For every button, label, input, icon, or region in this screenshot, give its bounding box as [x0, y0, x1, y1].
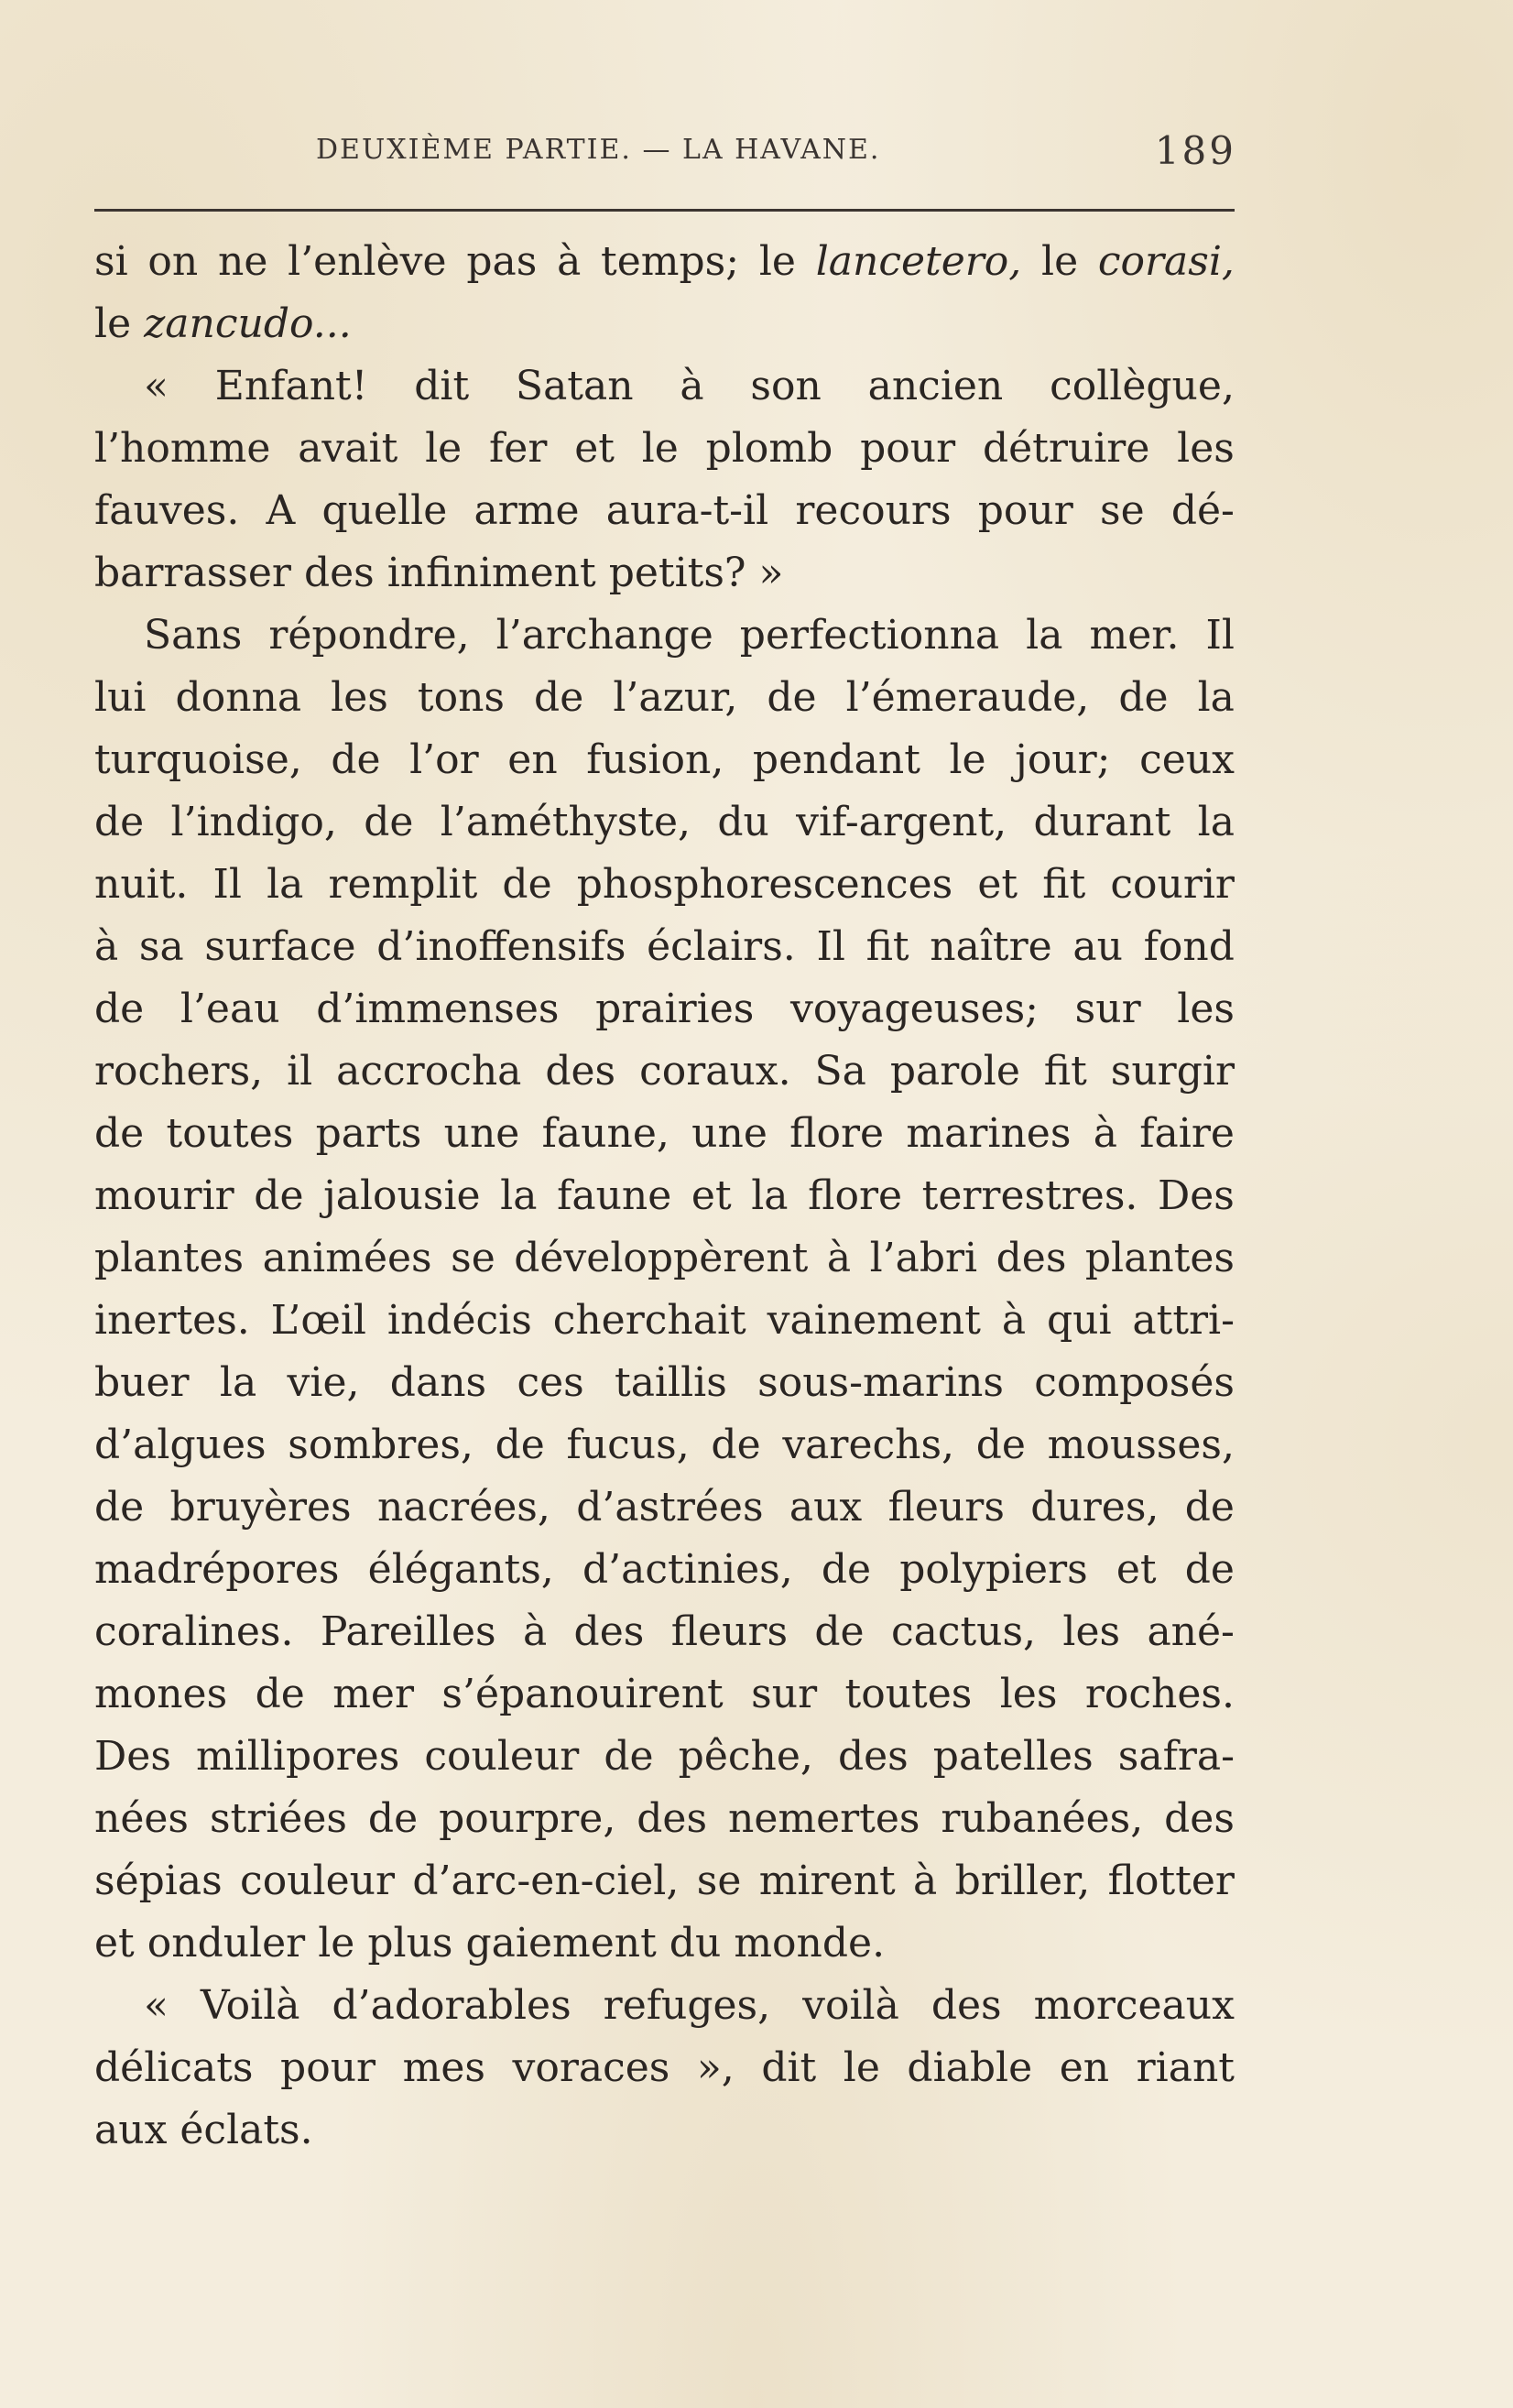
text-line: [94, 1726, 1235, 1788]
word: jalousie: [323, 1172, 481, 1219]
word: dé-: [1170, 487, 1235, 534]
text-line: [94, 1539, 1235, 1601]
word: cherchait: [552, 1297, 746, 1344]
text-line: [94, 231, 1235, 293]
text-line: [94, 1850, 1235, 1912]
word: des: [931, 1982, 1002, 2029]
word: surgir: [1110, 1048, 1235, 1095]
word: bruyères: [169, 1484, 352, 1531]
word: l’archange: [495, 612, 713, 659]
word: Il: [212, 861, 242, 908]
word: fleurs: [887, 1484, 1005, 1531]
word: de: [364, 799, 414, 845]
word: roches.: [1084, 1671, 1235, 1717]
word: de: [502, 861, 552, 908]
word: parts: [315, 1110, 422, 1157]
text-line: [94, 1788, 1235, 1850]
word: les: [331, 674, 388, 721]
text-line: [94, 542, 1235, 605]
text-line: [94, 1663, 1235, 1726]
word: naître: [930, 923, 1052, 970]
word: flotter: [1107, 1858, 1235, 1904]
word: Pareilles: [320, 1608, 496, 1655]
word: de: [767, 674, 817, 721]
word: indécis: [386, 1297, 532, 1344]
word: monde.: [734, 1920, 886, 1967]
word: voyageuses;: [790, 986, 1040, 1032]
word: Sans: [144, 612, 243, 659]
word: morceaux: [1033, 1982, 1235, 2029]
word: sous-marins: [757, 1359, 1004, 1406]
word: dit: [761, 2044, 817, 2091]
word: jour;: [1015, 736, 1111, 783]
word: mes: [402, 2044, 485, 2091]
word: nées: [94, 1795, 189, 1842]
word: pour: [977, 487, 1073, 534]
text-line: [94, 293, 1235, 355]
word: en: [1059, 2044, 1110, 2091]
word: infiniment: [386, 550, 596, 596]
word: Enfant!: [214, 363, 368, 409]
word: des: [996, 1235, 1067, 1281]
word: striées: [209, 1795, 347, 1842]
word: le: [758, 238, 796, 285]
word: sur: [1074, 986, 1141, 1032]
word: accrocha: [336, 1048, 522, 1095]
word: quelle: [321, 487, 448, 534]
word: fucus,: [566, 1422, 690, 1468]
word: Des: [94, 1733, 171, 1780]
word: de: [94, 799, 145, 845]
text-line: [94, 1912, 1235, 1975]
word: se: [696, 1858, 742, 1904]
word: »,: [696, 2044, 735, 2091]
word: arme: [473, 487, 580, 534]
text-line: [94, 1290, 1235, 1352]
text-line: [94, 480, 1235, 542]
word: qui: [1046, 1297, 1112, 1344]
word: plantes: [1084, 1235, 1235, 1281]
word: temps;: [601, 238, 740, 285]
word: prairies: [595, 986, 755, 1032]
word: de: [255, 1671, 305, 1717]
word: polypiers: [899, 1546, 1088, 1593]
word: sombres,: [288, 1422, 473, 1468]
word: à: [557, 238, 582, 285]
word: de: [94, 1110, 145, 1157]
word: gaiement: [465, 1920, 657, 1967]
word: briller,: [954, 1858, 1091, 1904]
word: onduler: [147, 1920, 306, 1967]
word: marines: [906, 1110, 1072, 1157]
word: et: [691, 1172, 732, 1219]
word: fit: [1043, 1048, 1087, 1095]
word: au: [1072, 923, 1123, 970]
word: tons: [417, 674, 505, 721]
word: l’émeraude,: [845, 674, 1090, 721]
word: des: [573, 1608, 645, 1655]
word: »: [758, 550, 784, 596]
word: ces: [517, 1359, 584, 1406]
word: on: [147, 238, 199, 285]
word: l’eau: [180, 986, 280, 1032]
word: de: [711, 1422, 761, 1468]
text-line: [94, 978, 1235, 1041]
text-line: [94, 1352, 1235, 1414]
word: nemertes: [728, 1795, 920, 1842]
word: d’actinies,: [582, 1546, 793, 1593]
word: recours: [795, 487, 952, 534]
word: le: [94, 300, 132, 347]
word: madrépores: [94, 1546, 340, 1593]
word: son: [750, 363, 822, 409]
word: du: [717, 799, 769, 845]
word: vainement: [767, 1297, 981, 1344]
word: de: [604, 1733, 654, 1780]
word: d’algues: [94, 1422, 267, 1468]
word: couleur: [424, 1733, 580, 1780]
word: zancudo...: [144, 300, 352, 347]
word: attri-: [1132, 1297, 1235, 1344]
text-line: [94, 916, 1235, 978]
word: faire: [1139, 1110, 1235, 1157]
text-line: [94, 605, 1235, 667]
word: et: [94, 1920, 135, 1967]
word: millipores: [195, 1733, 400, 1780]
word: buer: [94, 1359, 190, 1406]
word: de: [814, 1608, 865, 1655]
word: fauves.: [94, 487, 240, 534]
word: à: [522, 1608, 548, 1655]
word: le: [318, 1920, 355, 1967]
word: d’adorables: [332, 1982, 571, 2029]
word: Sa: [814, 1048, 866, 1095]
word: cactus,: [890, 1608, 1037, 1655]
body-text: [94, 231, 1235, 2162]
word: la: [219, 1359, 257, 1406]
word: la: [1197, 674, 1235, 721]
word: l’enlève: [288, 238, 447, 285]
word: faune: [557, 1172, 672, 1219]
word: de: [331, 736, 381, 783]
word: pour: [280, 2044, 376, 2091]
word: à: [1093, 1110, 1117, 1157]
word: éclats.: [180, 2107, 313, 2153]
word: petits?: [608, 550, 746, 596]
word: parole: [889, 1048, 1020, 1095]
word: riant: [1136, 2044, 1235, 2091]
word: et: [977, 861, 1018, 908]
word: les: [1177, 986, 1235, 1032]
word: Satan: [515, 363, 634, 409]
word: vie,: [287, 1359, 360, 1406]
word: flore: [808, 1172, 903, 1219]
word: et: [574, 425, 615, 472]
word: du: [669, 1920, 722, 1967]
word: voilà: [802, 1982, 899, 2029]
word: une: [443, 1110, 520, 1157]
word: A: [266, 487, 296, 534]
word: le: [949, 736, 986, 783]
word: varechs,: [782, 1422, 955, 1468]
word: pourpre,: [439, 1795, 616, 1842]
word: coralines.: [94, 1608, 294, 1655]
word: de: [94, 986, 145, 1032]
word: lancetero,: [815, 238, 1022, 285]
text-line: [94, 1601, 1235, 1663]
word: durant: [1033, 799, 1171, 845]
word: le: [641, 425, 679, 472]
running-title: DEUXIÈME PARTIE. — LA HAVANE.: [316, 134, 881, 166]
word: pour: [860, 425, 956, 472]
word: Il: [1205, 612, 1235, 659]
word: animées: [262, 1235, 432, 1281]
word: Il: [816, 923, 845, 970]
word: fit: [1042, 861, 1086, 908]
word: le: [1041, 238, 1079, 285]
word: la: [1197, 799, 1235, 845]
word: rubanées,: [941, 1795, 1144, 1842]
word: «: [144, 363, 169, 409]
word: aura-t-il: [605, 487, 769, 534]
word: ané-: [1147, 1608, 1235, 1655]
text-line: [94, 667, 1235, 729]
word: à: [826, 1235, 852, 1281]
word: toutes: [166, 1110, 294, 1157]
text-line: [94, 729, 1235, 791]
word: l’homme: [94, 425, 271, 472]
word: les: [999, 1671, 1058, 1717]
word: le: [425, 425, 463, 472]
word: turquoise,: [94, 736, 302, 783]
word: lui: [94, 674, 147, 721]
word: à: [913, 1858, 938, 1904]
word: se: [451, 1235, 495, 1281]
word: de: [1118, 674, 1169, 721]
word: le: [843, 2044, 880, 2091]
word: flore: [789, 1110, 885, 1157]
word: de: [94, 1484, 145, 1531]
text-line: [94, 418, 1235, 480]
header-rule: [94, 209, 1235, 212]
word: patelles: [932, 1733, 1094, 1780]
word: la: [267, 861, 304, 908]
word: mirent: [758, 1858, 896, 1904]
word: les: [1177, 425, 1235, 472]
word: surface: [204, 923, 356, 970]
word: pêche,: [678, 1733, 813, 1780]
word: taillis: [615, 1359, 727, 1406]
word: si: [94, 238, 128, 285]
text-line: [94, 1414, 1235, 1476]
word: corasi,: [1097, 238, 1235, 285]
word: se: [1100, 487, 1145, 534]
word: nacrées,: [376, 1484, 550, 1531]
word: éclairs.: [647, 923, 796, 970]
word: élégants,: [367, 1546, 554, 1593]
page-number: 189: [1154, 128, 1236, 173]
word: sur: [751, 1671, 818, 1717]
word: des: [637, 1795, 708, 1842]
word: dures,: [1030, 1484, 1159, 1531]
word: de: [495, 1422, 545, 1468]
word: fleurs: [670, 1608, 789, 1655]
word: toutes: [844, 1671, 973, 1717]
text-line: [94, 791, 1235, 854]
word: inertes.: [94, 1297, 250, 1344]
word: les: [1062, 1608, 1121, 1655]
word: coraux.: [639, 1048, 791, 1095]
word: mer: [332, 1671, 414, 1717]
word: L’œil: [270, 1297, 366, 1344]
word: s’épanouirent: [441, 1671, 724, 1717]
word: plus: [367, 1920, 453, 1967]
word: l’or: [409, 736, 479, 783]
word: des: [1164, 1795, 1235, 1842]
word: des: [837, 1733, 909, 1780]
word: l’abri: [869, 1235, 978, 1281]
word: plantes: [94, 1235, 245, 1281]
text-line: [94, 355, 1235, 418]
word: ne: [217, 238, 268, 285]
text-line: [94, 2037, 1235, 2099]
word: aux: [789, 1484, 863, 1531]
text-line: [94, 1476, 1235, 1539]
word: fer: [489, 425, 548, 472]
word: de: [254, 1172, 304, 1219]
word: l’azur,: [613, 674, 738, 721]
text-line: [94, 1041, 1235, 1103]
word: plomb: [705, 425, 833, 472]
word: fit: [865, 923, 909, 970]
word: terrestres.: [921, 1172, 1138, 1219]
word: Voilà: [200, 1982, 300, 2029]
word: dit: [414, 363, 470, 409]
word: perfectionna: [739, 612, 1000, 659]
word: l’améthyste,: [440, 799, 691, 845]
word: d’inoffensifs: [376, 923, 626, 970]
word: sa: [138, 923, 184, 970]
word: délicats: [94, 2044, 254, 2091]
text-line: [94, 1227, 1235, 1290]
word: développèrent: [514, 1235, 809, 1281]
word: collègue,: [1050, 363, 1235, 409]
running-head: [96, 128, 1236, 180]
word: rochers,: [94, 1048, 264, 1095]
word: l’indigo,: [170, 799, 337, 845]
word: ceux: [1139, 736, 1235, 783]
text-line: [94, 1975, 1235, 2037]
word: de: [975, 1422, 1026, 1468]
word: donna: [175, 674, 302, 721]
word: avait: [298, 425, 398, 472]
word: voraces: [512, 2044, 670, 2091]
word: à: [680, 363, 704, 409]
word: d’arc-en-ciel,: [412, 1858, 680, 1904]
word: sépias: [94, 1858, 223, 1904]
word: et: [1116, 1546, 1157, 1593]
word: détruire: [982, 425, 1150, 472]
word: d’immenses: [316, 986, 560, 1032]
word: de: [821, 1546, 872, 1593]
word: des: [545, 1048, 616, 1095]
word: de: [1184, 1546, 1235, 1593]
word: une: [691, 1110, 767, 1157]
word: de: [367, 1795, 419, 1842]
word: composés: [1034, 1359, 1235, 1406]
word: la: [1026, 612, 1063, 659]
word: «: [144, 1982, 169, 2029]
word: pas: [466, 238, 538, 285]
text-line: [94, 2099, 1235, 2162]
word: à: [94, 923, 119, 970]
word: remplit: [328, 861, 478, 908]
word: dans: [389, 1359, 487, 1406]
word: nuit.: [94, 861, 189, 908]
word: pendant: [752, 736, 920, 783]
word: répondre,: [268, 612, 470, 659]
word: couleur: [240, 1858, 395, 1904]
text-line: [94, 1165, 1235, 1227]
word: mourir: [94, 1172, 234, 1219]
word: fusion,: [586, 736, 724, 783]
word: mones: [94, 1671, 228, 1717]
word: à: [1001, 1297, 1027, 1344]
word: mer.: [1089, 612, 1180, 659]
text-line: [94, 1103, 1235, 1165]
word: Des: [1157, 1172, 1235, 1219]
word: barrasser: [94, 550, 291, 596]
word: fond: [1143, 923, 1235, 970]
word: mousses,: [1047, 1422, 1235, 1468]
word: vif-argent,: [796, 799, 1007, 845]
word: diable: [907, 2044, 1033, 2091]
word: ancien: [867, 363, 1004, 409]
word: safra-: [1117, 1733, 1235, 1780]
word: en: [507, 736, 558, 783]
text-line: [94, 854, 1235, 916]
word: d’astrées: [576, 1484, 764, 1531]
word: de: [1184, 1484, 1235, 1531]
word: faune,: [541, 1110, 669, 1157]
word: de: [534, 674, 584, 721]
word: refuges,: [603, 1982, 771, 2029]
word: la: [751, 1172, 789, 1219]
word: courir: [1110, 861, 1235, 908]
word: phosphorescences: [576, 861, 953, 908]
word: il: [287, 1048, 313, 1095]
word: aux: [94, 2107, 168, 2153]
word: des: [303, 550, 375, 596]
word: la: [500, 1172, 538, 1219]
